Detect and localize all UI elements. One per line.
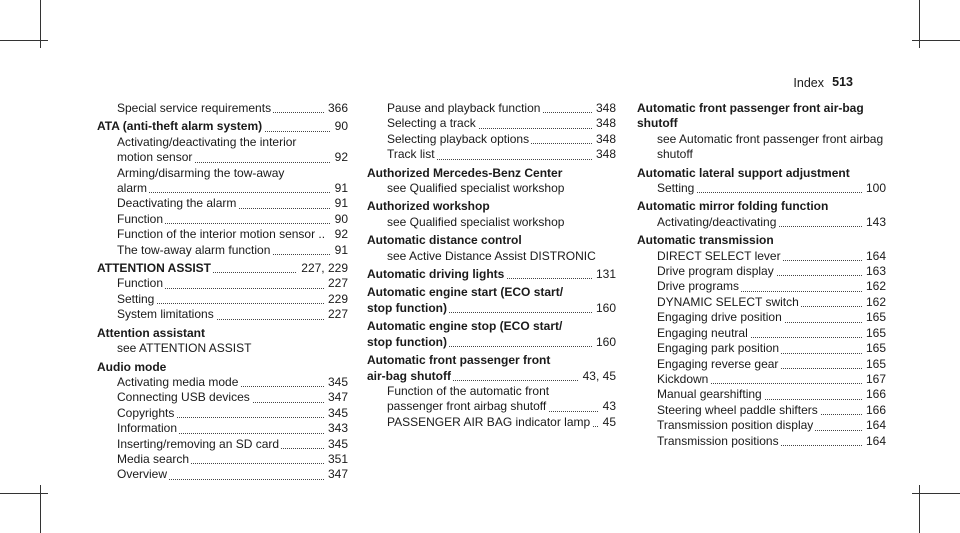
entry-text: Automatic transmission — [637, 233, 774, 248]
page-reference[interactable]: 348 — [592, 116, 616, 131]
entry-text: Function of the automatic front passenger front airbag shutoff — [387, 383, 550, 414]
page-reference[interactable]: 164 — [862, 434, 886, 449]
entry-text: Information — [117, 421, 178, 436]
entry-text: Pause and playback function — [387, 101, 541, 115]
index-subentry — [367, 384, 616, 415]
index-column-2 — [367, 101, 616, 430]
index-subentry — [97, 101, 348, 116]
entry-text: Function — [117, 276, 164, 291]
entry-text: Drive program display — [657, 264, 774, 279]
index-subentry — [97, 341, 348, 356]
page-reference[interactable]: 90 — [331, 119, 348, 134]
page-reference[interactable]: 343 — [324, 421, 348, 436]
page-reference[interactable]: 165 — [862, 326, 886, 341]
index-heading — [637, 166, 886, 181]
index-subentry — [97, 375, 348, 390]
index-subentry — [637, 295, 886, 310]
index-subentry — [637, 279, 886, 294]
crop-mark — [0, 493, 48, 494]
index-heading — [97, 261, 348, 276]
page-reference[interactable]: 227, 229 — [297, 261, 348, 276]
page-reference[interactable]: 164 — [862, 418, 886, 433]
index-subentry — [97, 243, 348, 258]
page-reference[interactable]: 348 — [592, 132, 616, 147]
index-heading — [367, 166, 616, 181]
index-subentry — [637, 264, 886, 279]
page-reference[interactable]: 345 — [324, 437, 348, 452]
page-reference[interactable]: 90 — [331, 212, 348, 227]
entry-text: Transmission positions — [657, 433, 779, 448]
index-subentry — [97, 227, 348, 242]
index-subentry — [637, 418, 886, 433]
entry-text: Automatic front passenger front air-bag shutoff — [637, 101, 864, 131]
index-subentry — [97, 276, 348, 291]
entry-text: Copyrights — [117, 405, 175, 420]
index-subentry — [637, 387, 886, 402]
entry-text: see Active Distance Assist DISTRONIC — [387, 248, 596, 263]
entry-text: Steering wheel paddle shifters — [657, 402, 818, 417]
index-subentry — [637, 326, 886, 341]
page-reference[interactable]: 347 — [324, 467, 348, 482]
page-reference[interactable]: 227 — [324, 307, 348, 322]
entry-text: Connecting USB devices — [117, 390, 250, 405]
entry-text: ATA (anti-theft alarm system) — [97, 119, 263, 134]
index-subentry — [637, 310, 886, 325]
index-subentry — [367, 215, 616, 230]
entry-text: Authorized Mercedes-Benz Center — [367, 165, 563, 180]
page-reference[interactable]: 227 — [324, 276, 348, 291]
index-subentry — [637, 341, 886, 356]
page-reference[interactable]: 160 — [592, 335, 616, 350]
entry-text: see ATTENTION ASSIST — [117, 341, 252, 356]
entry-text: Automatic distance control — [367, 233, 522, 248]
index-subentry — [97, 135, 348, 166]
index-subentry — [637, 403, 886, 418]
entry-text: System limitations — [117, 307, 214, 322]
entry-text: Inserting/removing an SD card — [117, 436, 280, 451]
entry-text: see Automatic front passenger front airbag shutoff — [657, 131, 884, 162]
entry-text: Setting — [657, 181, 695, 196]
page-header-title: Index — [793, 76, 824, 90]
index-heading — [367, 199, 616, 214]
index-heading — [637, 199, 886, 214]
entry-text: DYNAMIC SELECT switch — [657, 294, 799, 309]
index-heading — [367, 233, 616, 248]
index-heading — [367, 319, 616, 350]
index-column-3 — [637, 101, 886, 449]
entry-text: Manual gearshifting — [657, 387, 762, 402]
page-reference[interactable]: 348 — [592, 101, 616, 116]
page-reference[interactable]: 165 — [862, 357, 886, 372]
page-reference[interactable]: 45 — [599, 415, 616, 430]
entry-text: Automatic front passenger front air-bag shutoff — [367, 353, 551, 383]
entry-text: Transmission position display — [657, 418, 814, 433]
index-subentry — [97, 452, 348, 467]
index-heading — [367, 267, 616, 282]
page-reference[interactable]: 366 — [324, 101, 348, 116]
entry-text: Engaging drive position — [657, 310, 782, 325]
index-column-1 — [97, 101, 348, 483]
page-reference[interactable]: 167 — [862, 372, 886, 387]
index-subentry — [367, 116, 616, 131]
entry-text: Automatic mirror folding function — [637, 199, 829, 214]
page-reference[interactable]: 91 — [331, 181, 348, 196]
index-heading — [367, 353, 616, 384]
index-subentry — [637, 181, 886, 196]
entry-text: Media search — [117, 451, 190, 466]
entry-text: Automatic engine stop (ECO start/ stop function) — [367, 319, 563, 349]
page-reference[interactable]: 160 — [592, 301, 616, 316]
page-reference[interactable]: 166 — [862, 387, 886, 402]
index-subentry — [97, 421, 348, 436]
page-reference[interactable]: 347 — [324, 390, 348, 405]
page-reference[interactable]: 166 — [862, 403, 886, 418]
entry-text: Authorized workshop — [367, 199, 490, 214]
page-reference[interactable]: 164 — [862, 249, 886, 264]
index-heading — [367, 285, 616, 316]
page-reference[interactable]: 91 — [331, 243, 348, 258]
entry-text: The tow-away alarm function — [117, 242, 271, 257]
index-subentry — [97, 292, 348, 307]
index-subentry — [367, 147, 616, 162]
entry-text: Engaging park position — [657, 341, 780, 356]
entry-text: Function — [117, 211, 164, 226]
entry-text: Engaging neutral — [657, 325, 748, 340]
index-subentry — [367, 101, 616, 116]
page-reference[interactable]: 351 — [324, 452, 348, 467]
index-subentry — [637, 132, 886, 163]
index-subentry — [637, 357, 886, 372]
entry-text: Deactivating the alarm — [117, 196, 237, 211]
entry-text: Engaging reverse gear — [657, 356, 779, 371]
index-subentry — [637, 434, 886, 449]
entry-text: Automatic engine start (ECO start/ stop function) — [367, 285, 564, 315]
index-subentry — [97, 307, 348, 322]
entry-text: Function of the interior motion sensor .. — [117, 227, 326, 242]
entry-text: ATTENTION ASSIST — [97, 261, 211, 276]
entry-text: Drive programs — [657, 279, 740, 294]
page-reference[interactable]: 131 — [592, 267, 616, 282]
page-reference[interactable]: 92 — [331, 227, 348, 242]
entry-text: DIRECT SELECT lever — [657, 248, 781, 263]
entry-text: PASSENGER AIR BAG indicator lamp — [387, 414, 591, 429]
page-reference[interactable]: 345 — [324, 406, 348, 421]
index-subentry — [97, 166, 348, 197]
page-number: 513 — [832, 75, 853, 89]
page-reference[interactable]: 143 — [862, 215, 886, 230]
index-subentry — [367, 415, 616, 430]
page-reference[interactable]: 229 — [324, 292, 348, 307]
page-reference[interactable]: 43 — [599, 399, 616, 414]
page-reference[interactable]: 163 — [862, 264, 886, 279]
crop-mark — [912, 40, 960, 41]
crop-mark — [912, 493, 960, 494]
index-heading — [97, 326, 348, 341]
index-heading — [97, 119, 348, 134]
entry-text: Selecting a track — [387, 116, 476, 131]
page-reference[interactable]: 165 — [862, 341, 886, 356]
entry-text: Setting — [117, 291, 155, 306]
entry-text: Activating/deactivating the interior motion sensor — [117, 134, 297, 165]
index-subentry — [637, 249, 886, 264]
index-subentry — [367, 181, 616, 196]
index-heading — [637, 101, 886, 132]
entry-text: Selecting playback options — [387, 131, 530, 146]
entry-text: Activating/deactivating — [657, 214, 777, 229]
index-subentry — [97, 212, 348, 227]
index-subentry — [97, 406, 348, 421]
index-subentry — [637, 372, 886, 387]
page-reference[interactable]: 165 — [862, 310, 886, 325]
index-subentry — [637, 215, 886, 230]
entry-text: see Qualified specialist workshop — [387, 181, 565, 196]
index-subentry — [367, 249, 616, 264]
index-subentry — [97, 467, 348, 482]
crop-mark — [0, 40, 48, 41]
entry-text: Activating media mode — [117, 374, 239, 389]
page-reference[interactable]: 92 — [331, 150, 348, 165]
entry-text: Automatic lateral support adjustment — [637, 165, 850, 180]
index-subentry — [97, 390, 348, 405]
page-reference[interactable]: 91 — [331, 196, 348, 211]
entry-text: see Qualified specialist workshop — [387, 214, 565, 229]
index-heading — [637, 233, 886, 248]
page-reference[interactable]: 348 — [592, 147, 616, 162]
entry-text: Special service requirements — [117, 101, 272, 115]
entry-text: Track list — [387, 147, 435, 162]
index-subentry — [97, 196, 348, 211]
entry-text: Overview — [117, 467, 168, 482]
page-reference[interactable]: 100 — [862, 181, 886, 196]
page-reference[interactable]: 162 — [862, 295, 886, 310]
entry-text: Automatic driving lights — [367, 267, 505, 282]
page-reference[interactable]: 162 — [862, 279, 886, 294]
entry-text: Arming/disarming the tow-away alarm — [117, 165, 285, 196]
page-reference[interactable]: 43, 45 — [579, 369, 616, 384]
entry-text: Attention assistant — [97, 325, 206, 340]
entry-text: Kickdown — [657, 371, 709, 386]
index-subentry — [367, 132, 616, 147]
page-reference[interactable]: 345 — [324, 375, 348, 390]
entry-text: Audio mode — [97, 359, 167, 374]
index-subentry — [97, 437, 348, 452]
index-heading — [97, 360, 348, 375]
